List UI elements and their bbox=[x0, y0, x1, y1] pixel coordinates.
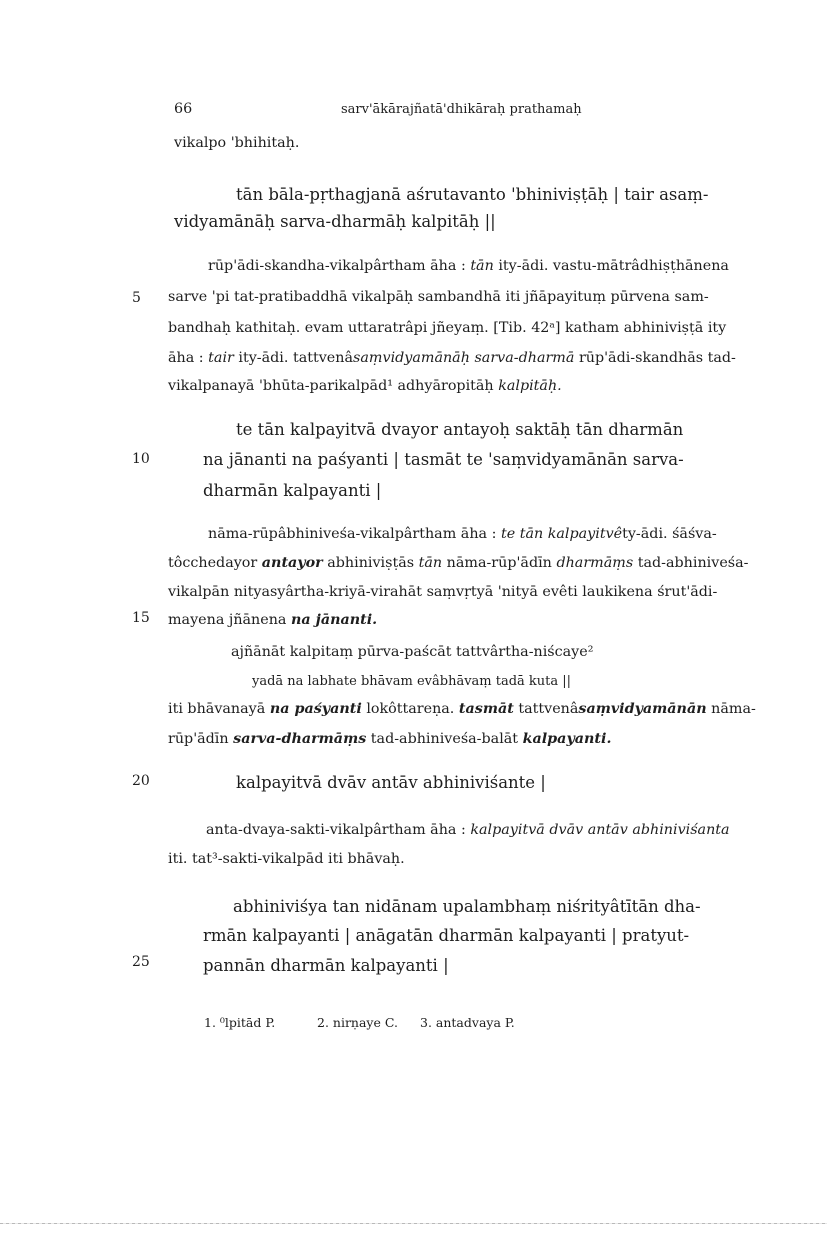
quote-line-1: ajñānāt kalpitaṃ pūrva-paścāt tattvârtha-niścaye² bbox=[231, 644, 594, 660]
commentary-1-line-4: āha : tair ity-ādi. tattvenâsaṃvidyamānāḥ sarva-dharmā rūp'ādi-skandhās tad- bbox=[168, 350, 736, 366]
verse-1-line-1: tān bāla-pṛthagjanā aśrutavanto 'bhiniviṣṭāḥ | tair asaṃ- bbox=[236, 185, 709, 204]
commentary-4-line-1: anta-dvaya-sakti-vikalpârtham āha : kalpayitvā dvāv antāv abhiniviśanta bbox=[206, 822, 730, 838]
commentary-2-line-2: tôcchedayor antayor abhiniviṣṭās tān nāma-rūp'ādīn dharmāṃs tad-abhiniveśa- bbox=[168, 555, 749, 571]
line-number-15: 15 bbox=[132, 610, 150, 626]
commentary-1-line-2: sarve 'pi tat-pratibaddhā vikalpāḥ sambandhā iti jñāpayituṃ pūrvena sam- bbox=[168, 289, 709, 305]
commentary-1-line-5: vikalpanayā 'bhūta-parikalpād¹ adhyāropitāḥ kalpitāḥ. bbox=[168, 378, 562, 394]
verse-2-line-2: na jānanti na paśyanti | tasmāt te 'saṃvidyamānān sarva- bbox=[203, 450, 684, 469]
scan-edge-line bbox=[0, 1223, 827, 1224]
intro-line: vikalpo 'bhihitaḥ. bbox=[174, 135, 300, 151]
verse-1-line-2: vidyamānāḥ sarva-dharmāḥ kalpitāḥ || bbox=[174, 212, 496, 231]
commentary-3-line-1: iti bhāvanayā na paśyanti lokôttareṇa. tasmāt tattvenâsaṃvidyamānān nāma- bbox=[168, 701, 756, 717]
commentary-1-line-1: rūp'ādi-skandha-vikalpârtham āha : tān ity-ādi. vastu-mātrâdhiṣṭhānena bbox=[208, 258, 729, 274]
verse-4-line-3: pannān dharmān kalpayanti | bbox=[203, 956, 449, 975]
verse-3: kalpayitvā dvāv antāv abhiniviśante | bbox=[236, 773, 546, 792]
footnote-1: 1. ⁰lpitād P. bbox=[204, 1015, 276, 1030]
commentary-2-line-1: nāma-rūpâbhiniveśa-vikalpârtham āha : te tān kalpayitvêty-ādi. śāśva- bbox=[208, 526, 717, 542]
commentary-1-line-3: bandhaḥ kathitaḥ. evam uttaratrâpi jñeyaṃ. [Tib. 42ᵃ] katham abhiniviṣṭā ity bbox=[168, 320, 727, 336]
commentary-2-line-3: vikalpān nityasyârtha-kriyā-virahāt saṃvṛtyā 'nityā evêti laukikena śrut'ādi- bbox=[168, 584, 718, 600]
line-number-5: 5 bbox=[132, 290, 141, 306]
line-number-20: 20 bbox=[132, 773, 150, 789]
footnote-3: 3. antadvaya P. bbox=[420, 1015, 515, 1030]
running-title: sarv'ākārajñatā'dhikāraḥ prathamaḥ bbox=[341, 102, 582, 117]
quote-line-2: yadā na labhate bhāvam evâbhāvaṃ tadā kuta || bbox=[252, 674, 572, 689]
commentary-3-line-2: rūp'ādīn sarva-dharmāṃs tad-abhiniveśa-balāt kalpayanti. bbox=[168, 731, 612, 747]
page-number: 66 bbox=[174, 101, 193, 117]
commentary-2-line-4: mayena jñānena na jānanti. bbox=[168, 612, 378, 628]
footnote-2: 2. nirṇaye C. bbox=[317, 1015, 398, 1030]
verse-2-line-1: te tān kalpayitvā dvayor antayoḥ saktāḥ tān dharmān bbox=[236, 420, 684, 439]
verse-4-line-2: rmān kalpayanti | anāgatān dharmān kalpayanti | pratyut- bbox=[203, 926, 690, 945]
commentary-4-line-2: iti. tat³-sakti-vikalpād iti bhāvaḥ. bbox=[168, 851, 405, 867]
line-number-25: 25 bbox=[132, 954, 150, 970]
line-number-10: 10 bbox=[132, 451, 150, 467]
verse-2-line-3: dharmān kalpayanti | bbox=[203, 481, 382, 500]
verse-4-line-1: abhiniviśya tan nidānam upalambhaṃ niśrityâtītān dha- bbox=[233, 897, 701, 916]
